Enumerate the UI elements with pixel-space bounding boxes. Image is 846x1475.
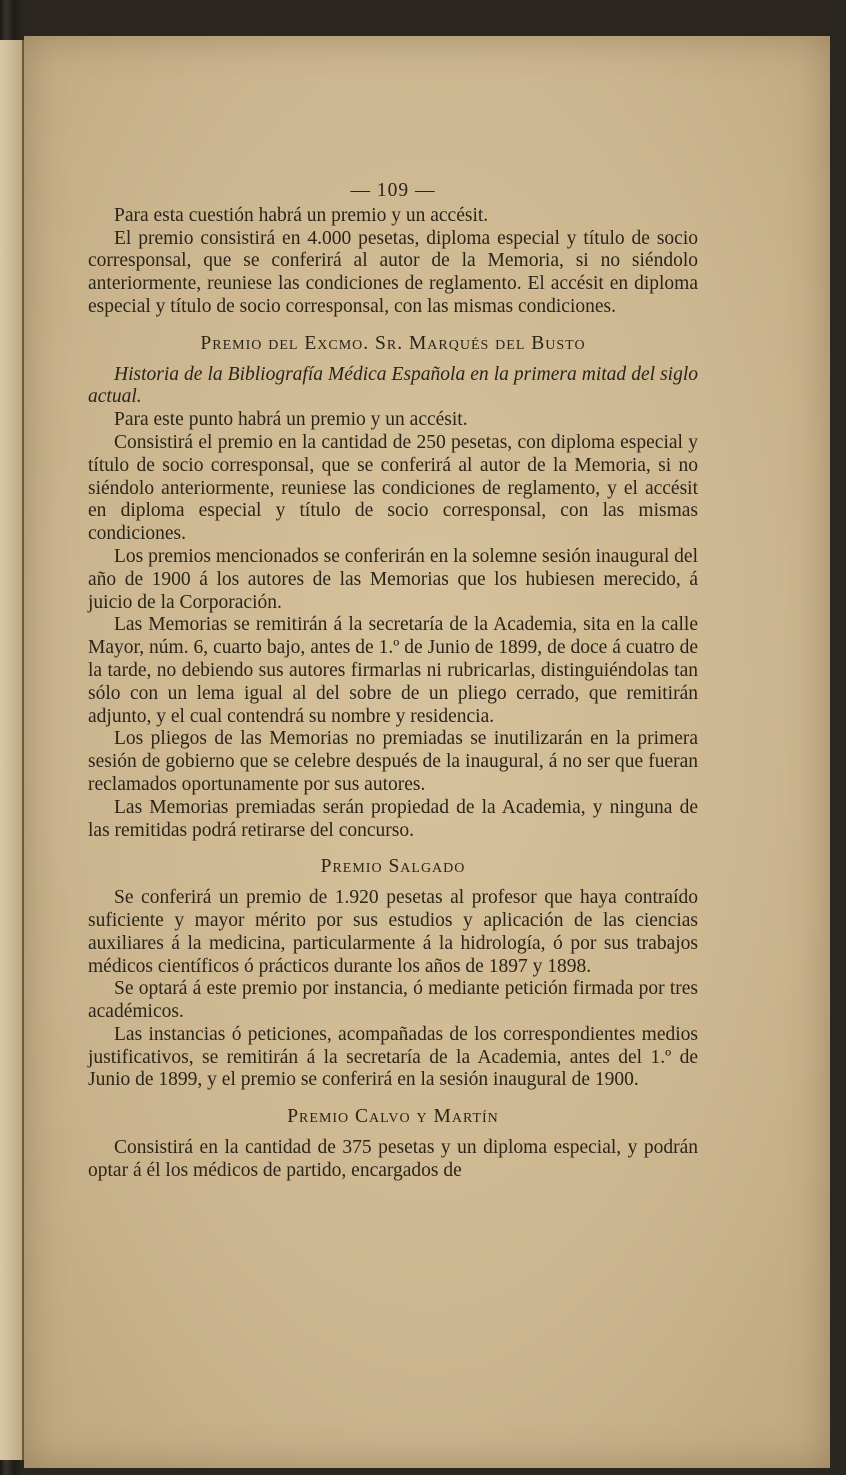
paragraph: Los premios mencionados se conferirán en la solemne sesión inaugural del año de 1900 á los autores de las Memorias que los hubiesen merecido, á juicio de la Corporación. (88, 545, 698, 613)
paragraph: Para este punto habrá un premio y un accésit. (114, 409, 468, 431)
page-text (88, 180, 698, 1183)
paragraph: Las instancias ó peticiones, acompañadas de los correspondientes medios justificativos, se remitirán á la secretaría de la Academia, antes del 1.º de Junio de 1899, y el premio se conferirá en la sesión inaugural de 1900. (88, 1023, 698, 1091)
section-heading: Premio del Excmo. Sr. Marqués del Busto (200, 332, 586, 354)
text-blocks (88, 205, 698, 1183)
section-heading: Premio Salgado (320, 856, 466, 878)
paragraph: Se optará á este premio por instancia, ó mediante petición firmada por tres académicos. (88, 978, 698, 1023)
paragraph: Los pliegos de las Memorias no premiadas se inutilizarán en la primera sesión de gobierno que se celebre después de la inaugural, á no ser que fueran reclamados oportunamente por sus autores. (88, 728, 698, 795)
paragraph: Consistirá en la cantidad de 375 pesetas y un diploma especial, y podrán optar á él los médicos de partido, encargados de (88, 1137, 698, 1181)
book-page (24, 36, 830, 1468)
paragraph: Se conferirá un premio de 1.920 pesetas al profesor que haya contraído suficiente y mayor mérito por sus estudios y aplicación de las ciencias auxiliares á la medicina, particularmente á la hidrología, ó por sus trabajos médicos científicos ó prácticos durante los años de 1897 y 1898. (88, 887, 698, 977)
paragraph: Las Memorias premiadas serán propiedad de la Academia, y ninguna de las remitidas podrá retirarse del concurso. (88, 796, 698, 841)
essay-title: Historia de la Bibliografía Médica Española en la primera mitad del siglo actual. (88, 363, 698, 408)
page-number: — 109 — (350, 180, 436, 201)
paragraph: Las Memorias se remitirán á la secretaría de la Academia, sita en la calle Mayor, núm. 6, cuarto bajo, antes de 1.º de Junio de 1899, de doce á cuatro de la tarde, no debiendo sus autores firmarlas ni rubricarlas, distinguiéndolas tan sólo con un lema igual al del sobre de un pliego cerrado, que remitirán adjunto, y el cual contendrá su nombre y residencia. (88, 614, 698, 727)
section-heading: Premio Calvo y Martín (287, 1106, 499, 1128)
paragraph: Consistirá el premio en la cantidad de 250 pesetas, con diploma especial y título de socio corresponsal, que se conferirá al autor de la Memoria, si no siéndolo anteriormente, reuniese las condiciones de reglamento, y el accésit en diploma especial y título de socio corresponsal, con las mismas condiciones. (88, 431, 698, 545)
adjacent-page-edge (0, 40, 24, 1460)
paragraph: Para esta cuestión habrá un premio y un accésit. (114, 204, 489, 226)
paragraph: El premio consistirá en 4.000 pesetas, diploma especial y título de socio corresponsal, que se conferirá al autor de la Memoria, si no siéndolo anteriormente, reuniese las condiciones de reglamento. El accésit en diploma especial y título de socio corresponsal, con las mismas condiciones. (88, 227, 698, 317)
